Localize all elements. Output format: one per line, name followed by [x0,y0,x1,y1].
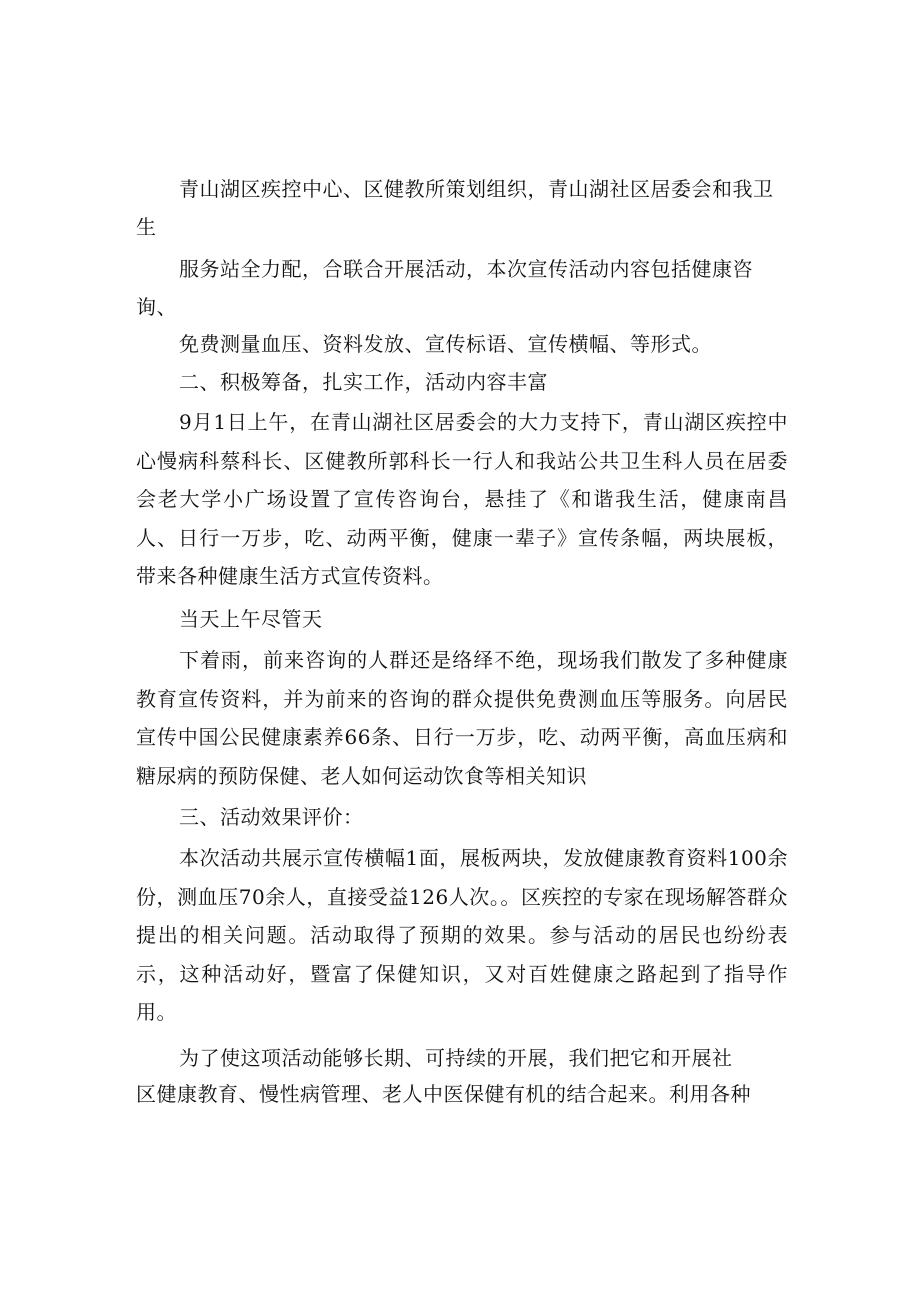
section-heading-2 [136,368,788,396]
paragraph-9 [136,839,788,1032]
paragraph-3 [136,330,788,358]
paragraph-5 [136,403,788,596]
section-heading-2-text: 二、积极筹备，扎实工作，活动内容丰富 [179,370,548,394]
section-heading-3 [136,803,788,831]
paragraph-2 [136,250,788,326]
paragraph-7 [136,641,788,795]
paragraph-10-line-1 [136,1044,788,1072]
paragraph-6 [136,605,788,633]
paragraph-2-text: 服务站全力配，合联合开展活动，本次宣传活动内容包括健康咨询、 [136,257,753,319]
paragraph-1 [136,170,788,246]
paragraph-3-text: 免费测量血压、资料发放、宣传标语、宣传横幅、等形式。 [179,332,712,356]
paragraph-7-text: 下着雨，前来咨询的人群还是络绎不绝，现场我们散发了多种健康教育宣传资料，并为前来的咨询的群众提供免费测血压等服务。向居民宣传中国公民健康素养66条、日行一万步，吃、动两平衡，高血压病和糖尿病的预防保健、老人如何运动饮食等相关知识 [136,648,788,788]
paragraph-1-text: 青山湖区疾控中心、区健教所策划组织，青山湖社区居委会和我卫生 [136,177,774,239]
paragraph-10-line-2 [136,1080,788,1108]
paragraph-9-text: 本次活动共展示宣传横幅1面，展板两块，发放健康教育资料100余份，测血压70余人，直接受益126人次。。区疾控的专家在现场解答群众提出的相关问题。活动取得了预期的效果。参与活动的居民也纷纷表示，这种活动好，暨富了保健知识，又对百姓健康之路起到了指导作用。 [136,846,788,1024]
paragraph-10-line-2-text: 区健康教育、慢性病管理、老人中医保健有机的结合起来。利用各种 [136,1082,751,1106]
paragraph-6-text: 当天上午尽管天 [179,607,323,631]
paragraph-5-text: 9月1日上午，在青山湖社区居委会的大力支持下，青山湖区疾控中心慢病科蔡科长、区健教所郭科长一行人和我站公共卫生科人员在居委会老大学小广场设置了宣传咨询台，悬挂了《和谐我生活，健康南昌人、日行一万步，吃、动两平衡，健康一辈子》宣传条幅，两块展板，带来各种健康生活方式宣传资料。 [136,410,788,588]
paragraph-10-line-1-text: 为了使这项活动能够长期、可持续的开展，我们把它和开展社 [179,1046,733,1070]
section-heading-3-text: 三、活动效果评价： [179,805,364,829]
